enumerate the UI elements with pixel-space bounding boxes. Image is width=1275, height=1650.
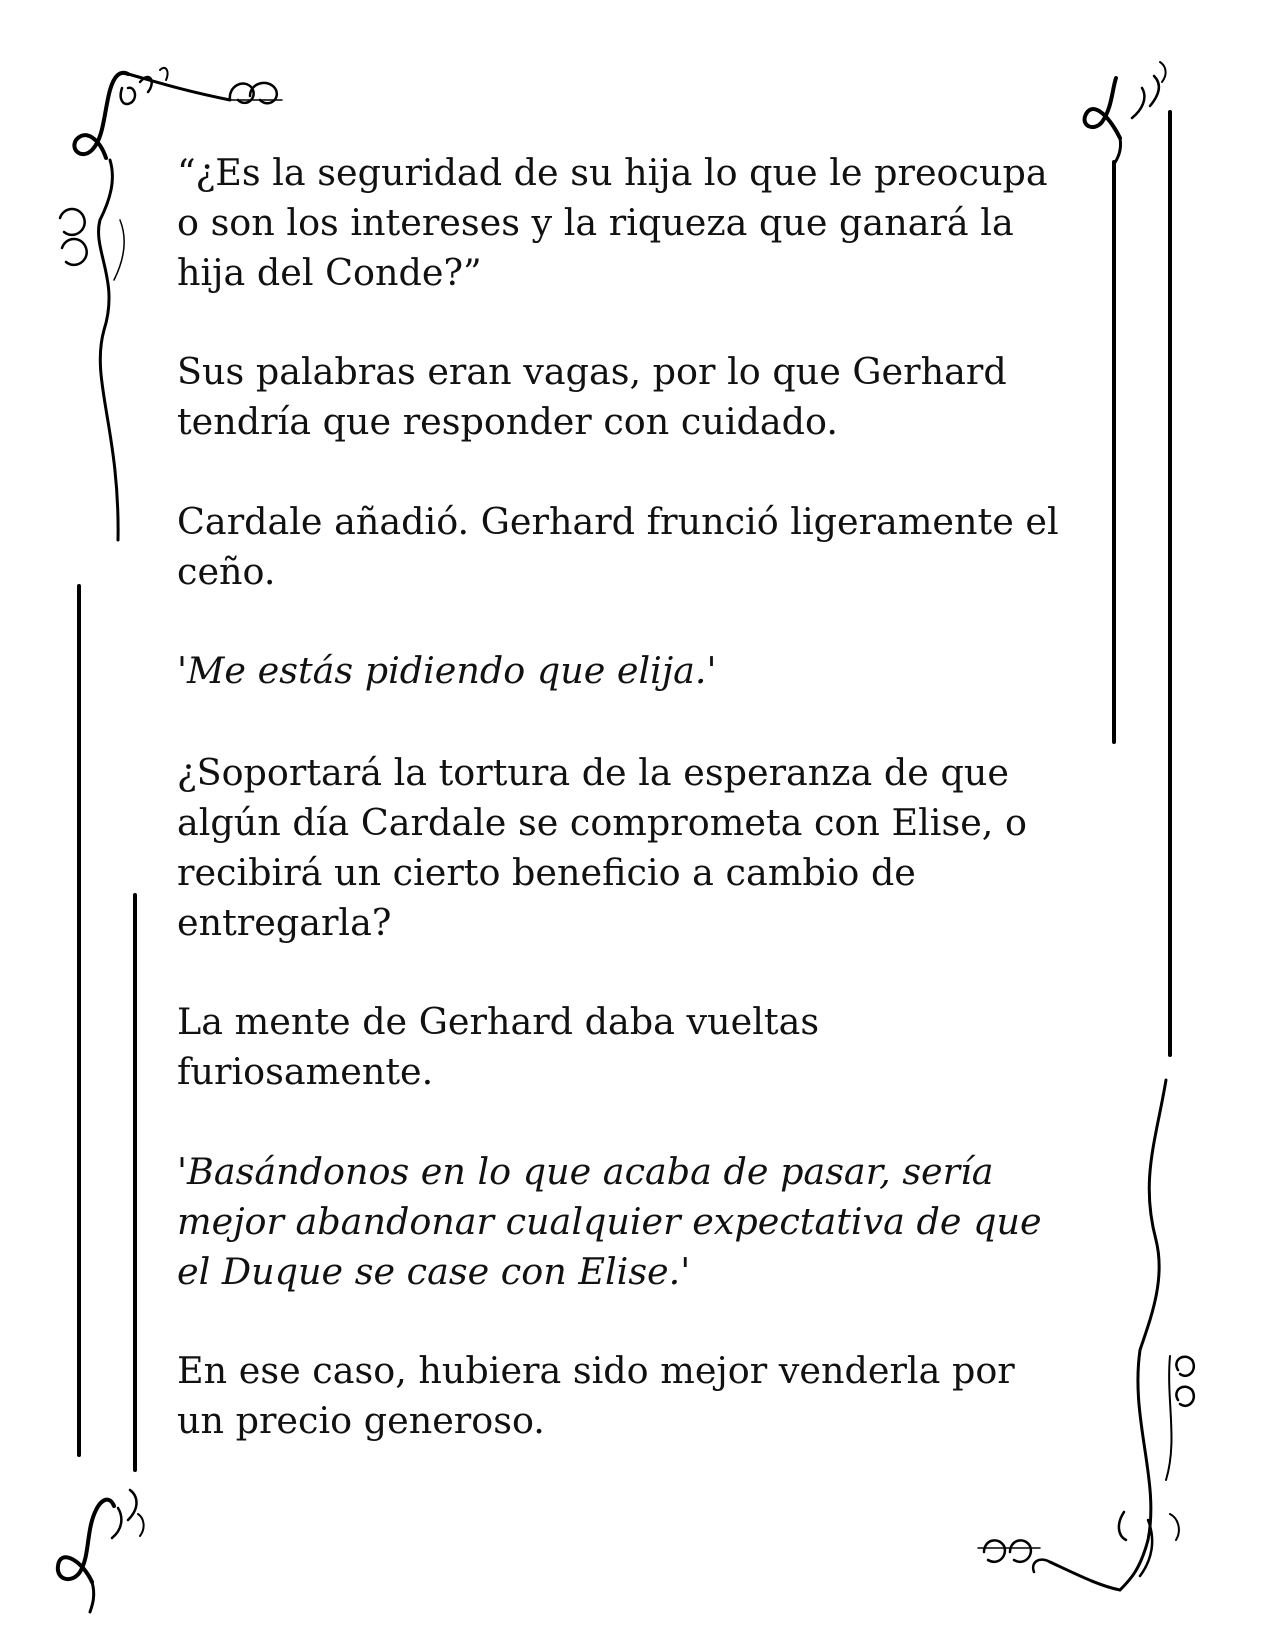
paragraph-5 <box>177 748 1117 948</box>
text-line: Sus palabras eran vagas, por lo que Gerhard <box>177 350 1007 393</box>
text-line: En ese caso, hubiera sido mejor venderla por <box>177 1349 1015 1392</box>
text-line: La mente de Gerhard daba vueltas <box>177 1000 820 1043</box>
text-line: 'Basándonos en lo que acaba de pasar, sería <box>177 1150 994 1193</box>
paragraph-6 <box>177 997 1117 1097</box>
text-line: entregarla? <box>177 901 392 944</box>
text-line: ceño. <box>177 550 276 593</box>
text-line: ¿Soportará la tortura de la esperanza de que <box>177 751 1009 794</box>
text-line: hija del Conde?” <box>177 251 482 294</box>
text-line: furiosamente. <box>177 1050 434 1093</box>
paragraph-8 <box>177 1346 1117 1446</box>
text-line: o son los intereses y la riqueza que ganará la <box>177 201 1014 244</box>
text-line: mejor abandonar cualquier expectativa de que <box>177 1200 1042 1243</box>
text-line: el Duque se case con Elise.' <box>177 1250 691 1293</box>
paragraph-4-thought <box>177 646 1117 696</box>
text-line: algún día Cardale se comprometa con Elise, o <box>177 801 1027 844</box>
paragraph-1 <box>177 148 1117 298</box>
bottom-left-flourish-icon <box>58 1490 144 1612</box>
paragraph-3 <box>177 497 1117 597</box>
text-line: tendría que responder con cuidado. <box>177 400 838 443</box>
text-line: Cardale añadió. Gerhard frunció ligeramente el <box>177 500 1059 543</box>
top-left-flourish-icon <box>60 68 282 540</box>
paragraph-7-thought <box>177 1147 1117 1297</box>
text-line: recibirá un cierto beneficio a cambio de <box>177 851 916 894</box>
text-line: “¿Es la seguridad de su hija lo que le preocupa <box>177 151 1048 194</box>
text-line: 'Me estás pidiendo que elija.' <box>177 649 717 692</box>
paragraph-2 <box>177 347 1117 447</box>
text-line: un precio generoso. <box>177 1399 545 1442</box>
